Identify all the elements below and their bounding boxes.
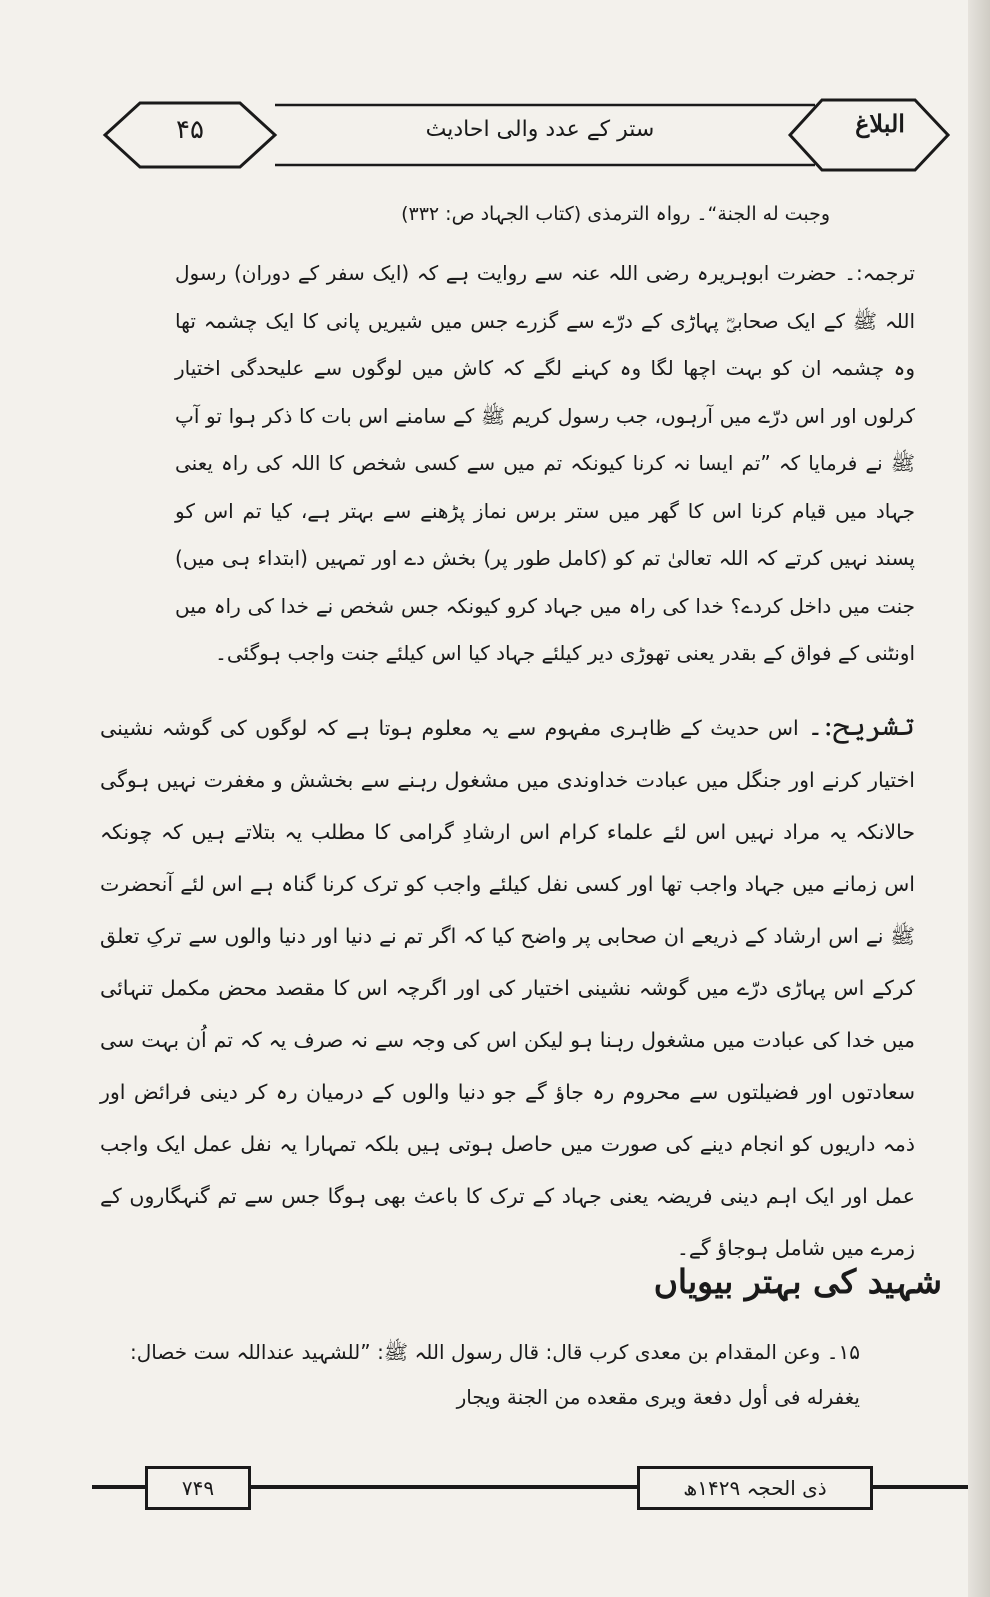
explanation-lead: تشریح:۔ [807,709,915,742]
page-header [100,95,950,175]
section-heading: شہید کی بہتر بیویاں [653,1262,942,1301]
page-number: ۴۵ [176,115,204,145]
footer-issue: ذی الحجہ ۱۴۲۹ھ [637,1466,873,1510]
magazine-logo: البلاغ [855,109,905,138]
explanation-body: اس حدیث کے ظاہری مفہوم سے یہ معلوم ہوتا ہے کہ لوگوں کی گوشہ نشینی اختیار کرنے اور جنگل میں عبادت خداوندی میں مشغول رہنے سے بخشش و مغفرت نہیں ہوگی حالانکہ یہ مراد نہیں اس لئے علماء کرام اس ارشادِ گرامی کا مطلب یہ بتلاتے ہیں کہ چونکہ اس زمانے میں جہاد واجب تھا اور کسی نفل کیلئے واجب کو ترک کرنا گناہ ہے اس لئے آنحضرت ﷺ نے اس ارشاد کے ذریعے ان صحابی پر واضح کیا کہ اگر تم نے دنیا اور دنیا والوں سے ترکِ تعلق کرکے اس پہاڑی درّے میں گوشہ نشینی اختیار کی اور اگرچہ اس کا مقصد محض مکمل تنہائی میں خدا کی عبادت میں مشغول رہنا ہو لیکن اس کی وجہ سے نہ صرف یہ کہ تم اُن بہت سی سعادتوں اور فضیلتوں سے محروم رہ جاؤ گے جو دنیا والوں کے درمیان رہ کر دینی فرائض اور ذمہ داریوں کو انجام دینے کی صورت میں حاصل ہوتی ہیں بلکہ تمہارا یہ نفل عمل ایک واجب عمل اور ایک اہم دینی فریضہ یعنی جہاد کے ترک کا باعث بھی ہوگا جس سے تم گنہگاروں کے زمرے میں شامل ہوجاؤ گے۔ [100,716,915,1260]
footer-page-number: ۷۴۹ [145,1466,251,1510]
hadith-text: ۱۵۔ وعن المقدام بن معدی کرب قال: قال رسول اللہ ﷺ: ”للشہید عنداللہ ست خصال: یغفرله فی أول دفعة ویری مقعده من الجنة ویجار [130,1340,860,1409]
arabic-reference: وجبت له الجنة“۔ رواہ الترمذی (کتاب الجہاد ص: ۳۳۲) [401,203,830,225]
page-footer [92,1460,972,1510]
explanation-paragraph [100,700,915,1274]
translation-paragraph: ترجمہ:۔ حضرت ابوہریرہ رضی اللہ عنہ سے روایت ہے کہ (ایک سفر کے دوران) رسول اللہ ﷺ کے ایک صحابیؓ پہاڑی کے درّے سے گزرے جس میں شیریں پانی کا ایک چشمہ تھا وہ چشمہ ان کو بہت اچھا لگا وہ کہنے لگے کہ کاش میں لوگوں سے علیحدگی اختیار کرلوں اور اس درّے میں آرہوں، جب رسول کریم ﷺ کے سامنے اس بات کا ذکر ہوا تو آپ ﷺ نے فرمایا کہ ”تم ایسا نہ کرنا کیونکہ تم میں سے کسی شخص کا اللہ کی راہ یعنی جہاد میں قیام کرنا اس کا گھر میں ستر برس نماز پڑھنے سے بہتر ہے، کیا تم اس کو پسند نہیں کرتے کہ اللہ تعالیٰ تم کو (کامل طور پر) بخش دے اور تمہیں (ابتداء ہی میں) جنت میں داخل کردے؟ خدا کی راہ میں جہاد کرو کیونکہ جس شخص نے خدا کی راہ میں اونٹنی کے فواق کے بقدر یعنی تھوڑی دیر کیلئے جہاد کیا اس کیلئے جنت واجب ہوگئی۔ [175,261,915,665]
page-edge [968,0,990,1597]
running-title: ستر کے عدد والی احادیث [425,117,655,142]
